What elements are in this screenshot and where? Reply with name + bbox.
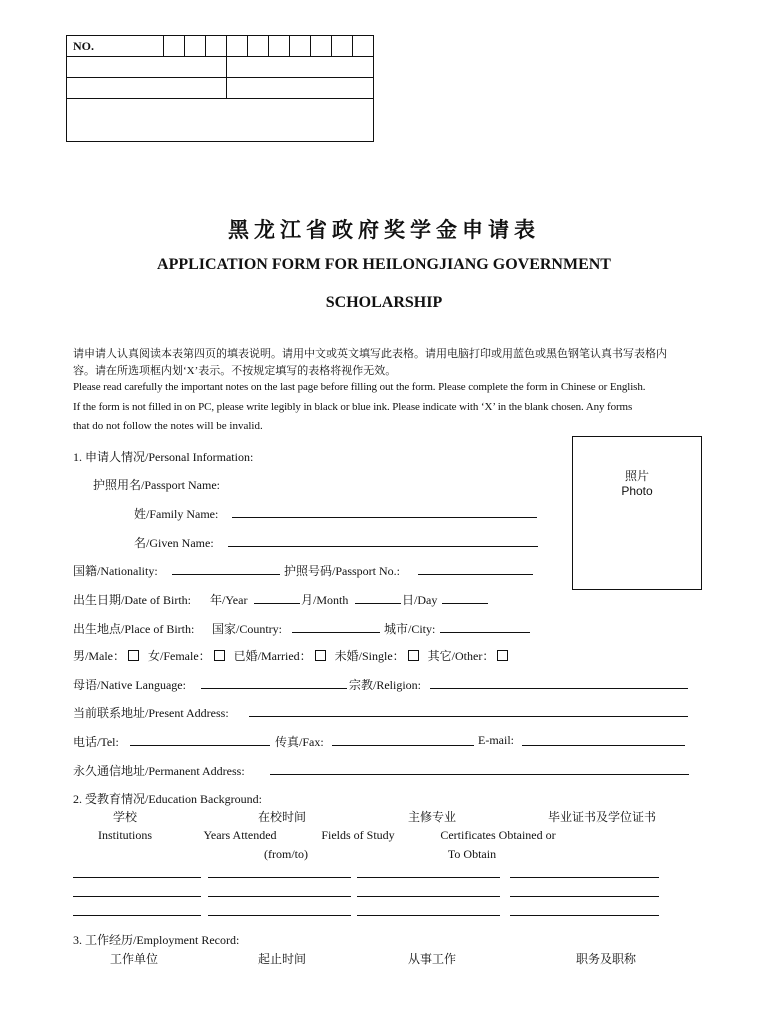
single-checkbox[interactable] bbox=[408, 650, 419, 661]
native-language-field[interactable] bbox=[201, 688, 347, 689]
male-checkbox[interactable] bbox=[128, 650, 139, 661]
male-label: 男/Male： bbox=[73, 649, 125, 663]
email-label: E-mail: bbox=[478, 733, 514, 747]
edu-row2-years[interactable] bbox=[208, 896, 351, 897]
edu-row3-field[interactable] bbox=[357, 915, 500, 916]
dob-day-label: 日/Day bbox=[402, 593, 438, 607]
present-address-label: 当前联系地址/Present Address: bbox=[73, 706, 229, 720]
passport-name-label: 护照用名/Passport Name: bbox=[93, 478, 220, 492]
edu-col-years-cn: 在校时间 bbox=[257, 810, 306, 824]
edu-col-certificates-cn: 毕业证书及学位证书 bbox=[547, 810, 656, 824]
section-employment-heading: 3. 工作经历/Employment Record: bbox=[73, 933, 240, 947]
photo-box[interactable] bbox=[572, 436, 702, 590]
edu-col-certificates-en: Certificates Obtained or bbox=[440, 828, 556, 842]
instructions-en-line1: Please read carefully the important notes on the last page before filling out the form. Please complete the form in Chinese or English. bbox=[73, 381, 646, 393]
gender-marital-row bbox=[73, 647, 508, 664]
edu-col-fields-cn: 主修专业 bbox=[407, 810, 456, 824]
dob-day-field[interactable] bbox=[442, 603, 488, 604]
edu-row3-institution[interactable] bbox=[73, 915, 201, 916]
edu-col-institutions-cn: 学校 bbox=[112, 810, 137, 824]
passport-no-label: 护照号码/Passport No.: bbox=[284, 564, 401, 578]
edu-row2-certificate[interactable] bbox=[510, 896, 659, 897]
serial-digit-cell[interactable] bbox=[332, 36, 353, 57]
nationality-label: 国籍/Nationality: bbox=[73, 564, 158, 578]
tel-label: 电话/Tel: bbox=[73, 735, 119, 749]
office-use-cell[interactable] bbox=[227, 57, 374, 78]
photo-label-en: Photo bbox=[621, 484, 653, 498]
edu-col-fields-en: Fields of Study bbox=[321, 828, 395, 842]
edu-row3-certificate[interactable] bbox=[510, 915, 659, 916]
other-checkbox[interactable] bbox=[497, 650, 508, 661]
instructions-cn-line2: 容。请在所选项框内划‘X’表示。不按规定填写的表格将视作无效。 bbox=[73, 365, 397, 377]
serial-digit-cell[interactable] bbox=[290, 36, 311, 57]
given-name-label: 名/Given Name: bbox=[134, 536, 214, 550]
serial-digit-cell[interactable] bbox=[311, 36, 332, 57]
edu-row2-institution[interactable] bbox=[73, 896, 201, 897]
pob-city-label: 城市/City: bbox=[384, 622, 436, 636]
photo-label-cn: 照片 bbox=[624, 469, 649, 483]
serial-number-label: NO. bbox=[67, 36, 164, 57]
female-checkbox[interactable] bbox=[214, 650, 225, 661]
edu-col-years-en2: (from/to) bbox=[264, 847, 308, 861]
serial-digit-cell[interactable] bbox=[164, 36, 185, 57]
edu-row2-field[interactable] bbox=[357, 896, 500, 897]
office-use-cell[interactable] bbox=[67, 78, 227, 99]
dob-month-label: 月/Month bbox=[301, 593, 349, 607]
emp-col-position-cn: 职务及职称 bbox=[575, 952, 636, 966]
dob-year-field[interactable] bbox=[254, 603, 300, 604]
instructions-cn-line1: 请申请人认真阅读本表第四页的填表说明。请用中文或英文填写此表格。请用电脑打印或用蓝色或黑色钢笔认真书写表格内 bbox=[73, 348, 667, 360]
fax-field[interactable] bbox=[332, 745, 474, 746]
permanent-address-field[interactable] bbox=[270, 774, 689, 775]
edu-col-institutions-en: Institutions bbox=[97, 828, 152, 842]
emp-col-work-cn: 从事工作 bbox=[407, 952, 456, 966]
fax-label: 传真/Fax: bbox=[275, 735, 324, 749]
given-name-field[interactable] bbox=[228, 546, 538, 547]
present-address-field[interactable] bbox=[249, 716, 688, 717]
office-use-cell[interactable] bbox=[67, 99, 374, 142]
serial-digit-cell[interactable] bbox=[185, 36, 206, 57]
dob-year-label: 年/Year bbox=[210, 593, 248, 607]
edu-row1-years[interactable] bbox=[208, 877, 351, 878]
edu-col-certificates-en2: To Obtain bbox=[447, 847, 497, 861]
serial-digit-cell[interactable] bbox=[353, 36, 374, 57]
date-of-birth-label: 出生日期/Date of Birth: bbox=[73, 593, 191, 607]
passport-no-field[interactable] bbox=[418, 574, 533, 575]
form-title-english-line1: APPLICATION FORM FOR HEILONGJIANG GOVERNMENT bbox=[157, 256, 611, 273]
edu-row1-certificate[interactable] bbox=[510, 877, 659, 878]
place-of-birth-label: 出生地点/Place of Birth: bbox=[73, 622, 195, 636]
family-name-field[interactable] bbox=[232, 517, 537, 518]
serial-number-table bbox=[66, 35, 374, 142]
serial-digit-cell[interactable] bbox=[227, 36, 248, 57]
female-label: 女/Female： bbox=[148, 649, 211, 663]
pob-country-label: 国家/Country: bbox=[212, 622, 283, 636]
religion-label: 宗教/Religion: bbox=[349, 678, 422, 692]
emp-col-employer-cn: 工作单位 bbox=[109, 952, 158, 966]
edu-row3-years[interactable] bbox=[208, 915, 351, 916]
other-label: 其它/Other： bbox=[427, 649, 495, 663]
office-use-cell[interactable] bbox=[67, 57, 227, 78]
family-name-label: 姓/Family Name: bbox=[134, 507, 219, 521]
section-personal-heading: 1. 申请人情况/Personal Information: bbox=[73, 450, 254, 464]
edu-row1-field[interactable] bbox=[357, 877, 500, 878]
edu-row1-institution[interactable] bbox=[73, 877, 201, 878]
religion-field[interactable] bbox=[430, 688, 688, 689]
instructions-en-line3: that do not follow the notes will be invalid. bbox=[73, 420, 263, 432]
office-use-cell[interactable] bbox=[227, 78, 374, 99]
nationality-field[interactable] bbox=[172, 574, 280, 575]
form-title-chinese: 黑龙江省政府奖学金申请表 bbox=[228, 218, 540, 242]
emp-col-period-cn: 起止时间 bbox=[257, 952, 306, 966]
instructions-en-line2: If the form is not filled in on PC, please write legibly in black or blue ink. Please indicate with ‘X’ in the blank chosen. Any forms bbox=[73, 401, 633, 413]
married-label: 已婚/Married： bbox=[233, 649, 312, 663]
form-title-english-line2: SCHOLARSHIP bbox=[325, 294, 443, 311]
serial-digit-cell[interactable] bbox=[269, 36, 290, 57]
section-education-heading: 2. 受教育情况/Education Background: bbox=[73, 792, 262, 806]
pob-city-field[interactable] bbox=[440, 632, 530, 633]
native-language-label: 母语/Native Language: bbox=[73, 678, 186, 692]
dob-month-field[interactable] bbox=[355, 603, 401, 604]
pob-country-field[interactable] bbox=[292, 632, 380, 633]
edu-col-years-en: Years Attended bbox=[203, 828, 277, 842]
serial-digit-cell[interactable] bbox=[248, 36, 269, 57]
tel-field[interactable] bbox=[130, 745, 270, 746]
single-label: 未婚/Single： bbox=[334, 649, 405, 663]
married-checkbox[interactable] bbox=[315, 650, 326, 661]
email-field[interactable] bbox=[522, 745, 685, 746]
permanent-address-label: 永久通信地址/Permanent Address: bbox=[73, 764, 245, 778]
serial-digit-cell[interactable] bbox=[206, 36, 227, 57]
